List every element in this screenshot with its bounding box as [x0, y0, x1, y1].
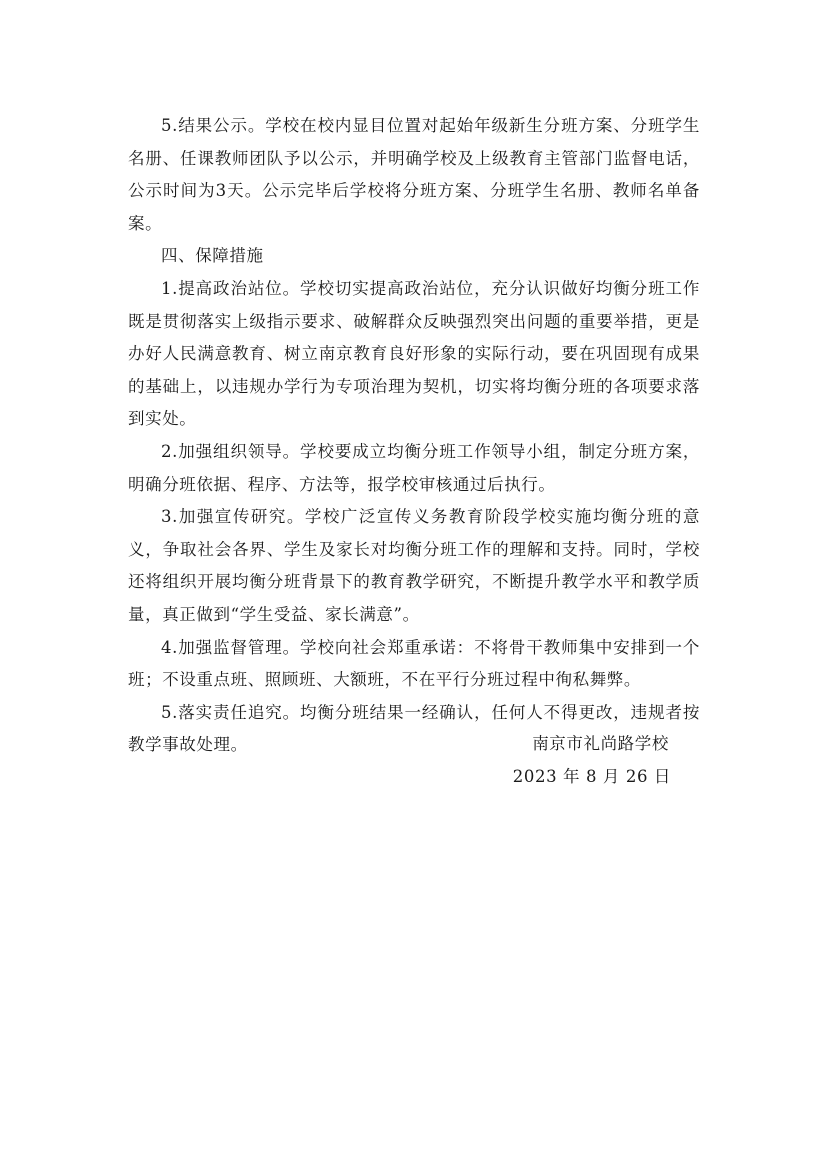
paragraph-publicity-research: 3.加强宣传研究。学校广泛宣传义务教育阶段学校实施均衡分班的意义，争取社会各界、学生及家长对均衡分班工作的理解和支持。同时，学校还将组织开展均衡分班背景下的教育教学研究，不断提升教学水平和教学质量，真正做到“学生受益、家长满意”。 [128, 507, 700, 624]
paragraph-result-announcement: 5.结果公示。学校在校内显目位置对起始年级新生分班方案、分班学生名册、任课教师团队予以公示，并明确学校及上级教育主管部门监督电话，公示时间为3天。公示完毕后学校将分班方案、分班学生名册、教师名单备案。 [128, 116, 700, 233]
paragraph-supervision: 4.加强监督管理。学校向社会郑重承诺：不将骨干教师集中安排到一个班；不设重点班、照顾班、大额班，不在平行分班过程中徇私舞弊。 [128, 637, 700, 690]
signature-block [128, 728, 673, 793]
paragraph-organization-leadership: 2.加强组织领导。学校要成立均衡分班工作领导小组，制定分班方案，明确分班依据、程序、方法等，报学校审核通过后执行。 [128, 441, 700, 494]
signature-date: 2023 年 8 月 26 日 [512, 766, 671, 786]
section-heading-safeguards: 四、保障措施 [161, 246, 264, 266]
paragraph-accountability: 5.落实责任追究。均衡分班结果一经确认，任何人不得更改，违规者按教学事故处理。 [128, 702, 700, 755]
document-body [128, 110, 700, 762]
signature-school-name: 南京市礼尚路学校 [532, 734, 669, 753]
paragraph-political-stance: 1.提高政治站位。学校切实提高政治站位，充分认识做好均衡分班工作既是贯彻落实上级指示要求、破解群众反映强烈突出问题的重要举措，更是办好人民满意教育、树立南京教育良好形象的实际行动，要在巩固现有成果的基础上，以违规办学行为专项治理为契机，切实将均衡分班的各项要求落到实处。 [128, 278, 700, 429]
